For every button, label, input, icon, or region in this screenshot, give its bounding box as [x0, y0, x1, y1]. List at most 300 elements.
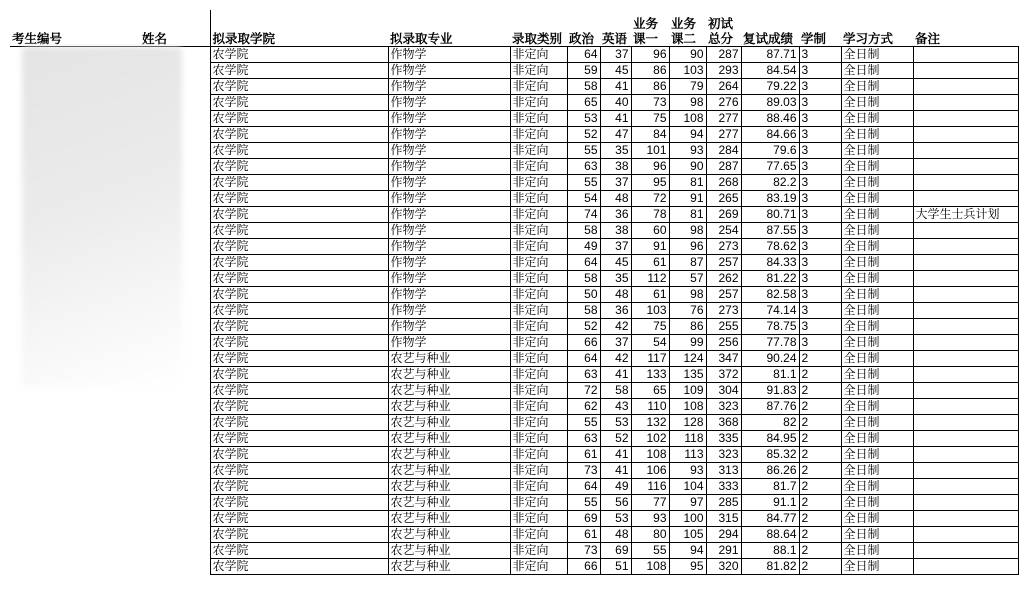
table-cell: 108: [669, 398, 706, 414]
table-cell: 全日制: [841, 462, 913, 478]
table-cell: 非定向: [510, 142, 567, 158]
table-row: [10, 478, 1018, 494]
table-cell: 45: [600, 254, 631, 270]
table-cell: 273: [706, 238, 741, 254]
table-cell: 108: [669, 110, 706, 126]
table-cell: 277: [706, 110, 741, 126]
table-cell: 农艺与种业: [388, 414, 510, 430]
header-cell: 政治: [567, 10, 600, 46]
table-cell: 3: [799, 206, 841, 222]
table-cell: 作物学: [388, 238, 510, 254]
table-cell: 102: [631, 430, 669, 446]
table-cell: 294: [706, 526, 741, 542]
table-cell: 3: [799, 78, 841, 94]
table-cell: 2: [799, 478, 841, 494]
table-cell: [913, 382, 1018, 398]
table-row: [10, 414, 1018, 430]
table-cell: [10, 494, 140, 510]
table-cell: 94: [669, 126, 706, 142]
table-cell: 333: [706, 478, 741, 494]
table-cell: [913, 526, 1018, 542]
table-cell: 256: [706, 334, 741, 350]
table-cell: 101: [631, 142, 669, 158]
table-cell: 82.58: [741, 286, 799, 302]
table-cell: 304: [706, 382, 741, 398]
table-cell: 3: [799, 302, 841, 318]
table-cell: 43: [600, 398, 631, 414]
table-cell: 269: [706, 206, 741, 222]
table-cell: 69: [567, 510, 600, 526]
table-cell: 全日制: [841, 206, 913, 222]
table-cell: 2: [799, 446, 841, 462]
table-cell: 农学院: [210, 110, 388, 126]
table-cell: 93: [631, 510, 669, 526]
header-row: [10, 10, 1018, 46]
table-cell: 农学院: [210, 302, 388, 318]
table-cell: 86: [669, 318, 706, 334]
table-cell: 2: [799, 526, 841, 542]
table-cell: 37: [600, 334, 631, 350]
table-cell: 非定向: [510, 126, 567, 142]
table-cell: 72: [631, 190, 669, 206]
table-cell: 3: [799, 158, 841, 174]
table-cell: 42: [600, 350, 631, 366]
table-cell: 64: [567, 254, 600, 270]
table-cell: 非定向: [510, 254, 567, 270]
table-cell: 3: [799, 62, 841, 78]
table-cell: [913, 478, 1018, 494]
table-cell: [10, 478, 140, 494]
table-cell: 135: [669, 366, 706, 382]
table-cell: 全日制: [841, 494, 913, 510]
table-cell: 268: [706, 174, 741, 190]
table-cell: 全日制: [841, 78, 913, 94]
table-cell: 55: [567, 414, 600, 430]
table-cell: 55: [631, 542, 669, 558]
table-cell: 农艺与种业: [388, 430, 510, 446]
table-cell: 91: [669, 190, 706, 206]
table-cell: 87.71: [741, 46, 799, 62]
table-row: [10, 462, 1018, 478]
table-cell: 非定向: [510, 238, 567, 254]
table-cell: 作物学: [388, 142, 510, 158]
table-cell: 非定向: [510, 478, 567, 494]
table-cell: 非定向: [510, 542, 567, 558]
table-cell: 64: [567, 350, 600, 366]
table-cell: 农学院: [210, 158, 388, 174]
table-cell: 55: [567, 174, 600, 190]
table-cell: 农学院: [210, 78, 388, 94]
table-cell: 全日制: [841, 238, 913, 254]
table-cell: 2: [799, 510, 841, 526]
table-cell: 全日制: [841, 158, 913, 174]
table-cell: 103: [669, 62, 706, 78]
table-cell: 全日制: [841, 254, 913, 270]
table-cell: 368: [706, 414, 741, 430]
table-cell: [140, 462, 210, 478]
table-cell: 47: [600, 126, 631, 142]
table-cell: 335: [706, 430, 741, 446]
table-cell: 95: [669, 558, 706, 574]
table-cell: [140, 398, 210, 414]
table-cell: [10, 446, 140, 462]
table-cell: 农学院: [210, 510, 388, 526]
table-cell: 59: [567, 62, 600, 78]
table-cell: 86: [631, 62, 669, 78]
table-cell: 全日制: [841, 478, 913, 494]
table-cell: 全日制: [841, 142, 913, 158]
table-cell: 农学院: [210, 286, 388, 302]
table-cell: 74.14: [741, 302, 799, 318]
table-cell: 50: [567, 286, 600, 302]
table-cell: 37: [600, 174, 631, 190]
table-cell: 63: [567, 158, 600, 174]
table-cell: 全日制: [841, 558, 913, 574]
table-cell: [913, 398, 1018, 414]
table-cell: 全日制: [841, 446, 913, 462]
table-cell: 农学院: [210, 526, 388, 542]
table-cell: 64: [567, 46, 600, 62]
table-cell: [10, 430, 140, 446]
table-cell: 53: [567, 110, 600, 126]
table-cell: 94: [669, 542, 706, 558]
table-cell: 88.1: [741, 542, 799, 558]
table-cell: 287: [706, 158, 741, 174]
table-cell: 73: [631, 94, 669, 110]
table-cell: 农学院: [210, 398, 388, 414]
table-cell: 农学院: [210, 366, 388, 382]
table-cell: 87: [669, 254, 706, 270]
table-cell: 非定向: [510, 174, 567, 190]
table-cell: [913, 126, 1018, 142]
table-cell: 284: [706, 142, 741, 158]
table-cell: 36: [600, 206, 631, 222]
table-cell: 非定向: [510, 462, 567, 478]
table-cell: 66: [567, 334, 600, 350]
table-cell: 73: [567, 462, 600, 478]
table-cell: 作物学: [388, 78, 510, 94]
table-cell: 93: [669, 142, 706, 158]
table-cell: 65: [567, 94, 600, 110]
table-cell: 非定向: [510, 94, 567, 110]
table-cell: 79.22: [741, 78, 799, 94]
table-cell: 108: [631, 558, 669, 574]
table-cell: 80.71: [741, 206, 799, 222]
table-cell: [913, 62, 1018, 78]
table-cell: 3: [799, 318, 841, 334]
table-cell: 非定向: [510, 46, 567, 62]
table-cell: 农学院: [210, 494, 388, 510]
table-cell: [10, 398, 140, 414]
table-cell: 非定向: [510, 78, 567, 94]
table-cell: 41: [600, 366, 631, 382]
header-cell: 考生编号: [10, 10, 140, 46]
table-cell: 257: [706, 286, 741, 302]
table-cell: 83.19: [741, 190, 799, 206]
table-cell: 农学院: [210, 446, 388, 462]
table-cell: [140, 542, 210, 558]
table-cell: 3: [799, 110, 841, 126]
table-cell: [913, 158, 1018, 174]
table-cell: [913, 222, 1018, 238]
table-cell: 99: [669, 334, 706, 350]
table-cell: [913, 254, 1018, 270]
header-cell: 录取类别: [510, 10, 567, 46]
header-cell: 学习方式: [841, 10, 913, 46]
table-row: [10, 446, 1018, 462]
table-cell: 81.1: [741, 366, 799, 382]
table-cell: 作物学: [388, 126, 510, 142]
table-cell: 277: [706, 126, 741, 142]
table-cell: 58: [600, 382, 631, 398]
table-cell: 51: [600, 558, 631, 574]
table-cell: 133: [631, 366, 669, 382]
table-cell: 全日制: [841, 302, 913, 318]
table-cell: 61: [567, 526, 600, 542]
table-cell: 作物学: [388, 318, 510, 334]
table-cell: 116: [631, 478, 669, 494]
table-cell: 293: [706, 62, 741, 78]
table-cell: 3: [799, 142, 841, 158]
table-cell: 54: [567, 190, 600, 206]
table-cell: [140, 446, 210, 462]
table-cell: 3: [799, 126, 841, 142]
table-cell: 347: [706, 350, 741, 366]
table-cell: 88.46: [741, 110, 799, 126]
table-cell: 110: [631, 398, 669, 414]
table-cell: 60: [631, 222, 669, 238]
table-cell: 63: [567, 366, 600, 382]
table-cell: 82: [741, 414, 799, 430]
table-cell: [913, 94, 1018, 110]
table-row: [10, 430, 1018, 446]
table-cell: 132: [631, 414, 669, 430]
table-cell: [10, 558, 140, 574]
table-row: [10, 558, 1018, 574]
table-cell: 54: [631, 334, 669, 350]
table-cell: [913, 414, 1018, 430]
table-cell: 323: [706, 398, 741, 414]
table-cell: 41: [600, 110, 631, 126]
table-cell: 农学院: [210, 46, 388, 62]
table-cell: 291: [706, 542, 741, 558]
table-cell: 41: [600, 446, 631, 462]
table-cell: 90: [669, 46, 706, 62]
table-cell: 全日制: [841, 110, 913, 126]
table-cell: 非定向: [510, 558, 567, 574]
table-cell: 农艺与种业: [388, 350, 510, 366]
table-cell: 作物学: [388, 110, 510, 126]
table-cell: 2: [799, 494, 841, 510]
table-cell: [913, 270, 1018, 286]
table-cell: 62: [567, 398, 600, 414]
table-cell: 全日制: [841, 542, 913, 558]
table-cell: [913, 286, 1018, 302]
table-cell: 农学院: [210, 94, 388, 110]
table-cell: 全日制: [841, 382, 913, 398]
table-cell: 96: [631, 158, 669, 174]
table-cell: 37: [600, 238, 631, 254]
table-cell: 65: [631, 382, 669, 398]
table-cell: 全日制: [841, 350, 913, 366]
table-cell: 76: [669, 302, 706, 318]
table-cell: 91: [631, 238, 669, 254]
table-cell: [10, 510, 140, 526]
table-cell: 56: [600, 494, 631, 510]
table-cell: 315: [706, 510, 741, 526]
table-cell: 3: [799, 334, 841, 350]
table-cell: 农艺与种业: [388, 526, 510, 542]
table-cell: 非定向: [510, 398, 567, 414]
table-cell: 农学院: [210, 462, 388, 478]
table-cell: 3: [799, 286, 841, 302]
table-cell: 41: [600, 78, 631, 94]
table-cell: 农艺与种业: [388, 494, 510, 510]
table-cell: 农艺与种业: [388, 398, 510, 414]
header-cell: 初试总分: [706, 10, 741, 46]
table-cell: 35: [600, 142, 631, 158]
table-cell: 273: [706, 302, 741, 318]
table-cell: 41: [600, 462, 631, 478]
table-cell: 79.6: [741, 142, 799, 158]
table-cell: 3: [799, 174, 841, 190]
table-cell: 74: [567, 206, 600, 222]
table-cell: 106: [631, 462, 669, 478]
table-cell: 2: [799, 366, 841, 382]
table-cell: 55: [567, 142, 600, 158]
table-cell: 2: [799, 350, 841, 366]
table-cell: 2: [799, 542, 841, 558]
table-cell: 作物学: [388, 206, 510, 222]
table-cell: 作物学: [388, 222, 510, 238]
header-cell: 复试成绩: [741, 10, 799, 46]
table-cell: [140, 494, 210, 510]
table-cell: 90.24: [741, 350, 799, 366]
table-cell: 77.78: [741, 334, 799, 350]
table-cell: 84.54: [741, 62, 799, 78]
table-cell: 103: [631, 302, 669, 318]
table-cell: [913, 110, 1018, 126]
table-cell: 86.26: [741, 462, 799, 478]
header-cell: 学制: [799, 10, 841, 46]
table-cell: 84.33: [741, 254, 799, 270]
table-cell: 农学院: [210, 478, 388, 494]
table-cell: 78.62: [741, 238, 799, 254]
table-cell: 农艺与种业: [388, 462, 510, 478]
table-cell: 农学院: [210, 414, 388, 430]
table-cell: 55: [567, 494, 600, 510]
header-cell: 拟录取学院: [210, 10, 388, 46]
table-cell: 作物学: [388, 174, 510, 190]
table-cell: 农学院: [210, 318, 388, 334]
table-cell: 86: [631, 78, 669, 94]
table-cell: 作物学: [388, 62, 510, 78]
table-cell: 非定向: [510, 190, 567, 206]
table-cell: 38: [600, 222, 631, 238]
table-cell: 全日制: [841, 398, 913, 414]
table-cell: 75: [631, 110, 669, 126]
table-cell: 非定向: [510, 302, 567, 318]
table-cell: [913, 462, 1018, 478]
table-cell: 96: [669, 238, 706, 254]
table-cell: [913, 78, 1018, 94]
table-cell: [140, 478, 210, 494]
table-cell: 58: [567, 270, 600, 286]
table-cell: 48: [600, 190, 631, 206]
table-cell: 91.83: [741, 382, 799, 398]
table-cell: 农学院: [210, 350, 388, 366]
table-cell: [913, 350, 1018, 366]
table-cell: 全日制: [841, 366, 913, 382]
table-cell: 非定向: [510, 318, 567, 334]
table-cell: [140, 414, 210, 430]
table-cell: 非定向: [510, 510, 567, 526]
header-cell: 拟录取专业: [388, 10, 510, 46]
table-cell: 农学院: [210, 382, 388, 398]
table-cell: 124: [669, 350, 706, 366]
table-cell: 全日制: [841, 318, 913, 334]
table-cell: 全日制: [841, 222, 913, 238]
table-cell: 98: [669, 222, 706, 238]
table-cell: 作物学: [388, 286, 510, 302]
table-cell: [913, 174, 1018, 190]
table-cell: [913, 366, 1018, 382]
header-cell: 备注: [913, 10, 1018, 46]
table-cell: 262: [706, 270, 741, 286]
table-cell: [913, 190, 1018, 206]
table-cell: 2: [799, 462, 841, 478]
table-cell: 全日制: [841, 510, 913, 526]
table-cell: 53: [600, 510, 631, 526]
table-cell: 36: [600, 302, 631, 318]
table-cell: [913, 494, 1018, 510]
table-cell: 61: [631, 254, 669, 270]
table-cell: [913, 430, 1018, 446]
table-cell: 87.55: [741, 222, 799, 238]
table-cell: 作物学: [388, 158, 510, 174]
table-cell: 100: [669, 510, 706, 526]
table-cell: 全日制: [841, 270, 913, 286]
table-cell: [913, 302, 1018, 318]
table-cell: 3: [799, 222, 841, 238]
redaction-blur: [22, 47, 182, 387]
table-cell: 农艺与种业: [388, 382, 510, 398]
table-cell: 96: [631, 46, 669, 62]
table-cell: 非定向: [510, 62, 567, 78]
table-cell: 63: [567, 430, 600, 446]
table-cell: [10, 526, 140, 542]
table-cell: [913, 46, 1018, 62]
table-cell: 81.82: [741, 558, 799, 574]
table-cell: 非定向: [510, 414, 567, 430]
table-cell: 257: [706, 254, 741, 270]
table-cell: 3: [799, 46, 841, 62]
table-cell: 全日制: [841, 46, 913, 62]
table-cell: 78.75: [741, 318, 799, 334]
table-cell: 82.2: [741, 174, 799, 190]
table-cell: 全日制: [841, 126, 913, 142]
table-cell: 61: [567, 446, 600, 462]
table-cell: 77: [631, 494, 669, 510]
table-cell: 84.77: [741, 510, 799, 526]
table-cell: 作物学: [388, 94, 510, 110]
table-cell: 77.65: [741, 158, 799, 174]
table-cell: 323: [706, 446, 741, 462]
table-cell: 非定向: [510, 206, 567, 222]
table-cell: 非定向: [510, 526, 567, 542]
table-row: [10, 510, 1018, 526]
table-cell: 非定向: [510, 334, 567, 350]
